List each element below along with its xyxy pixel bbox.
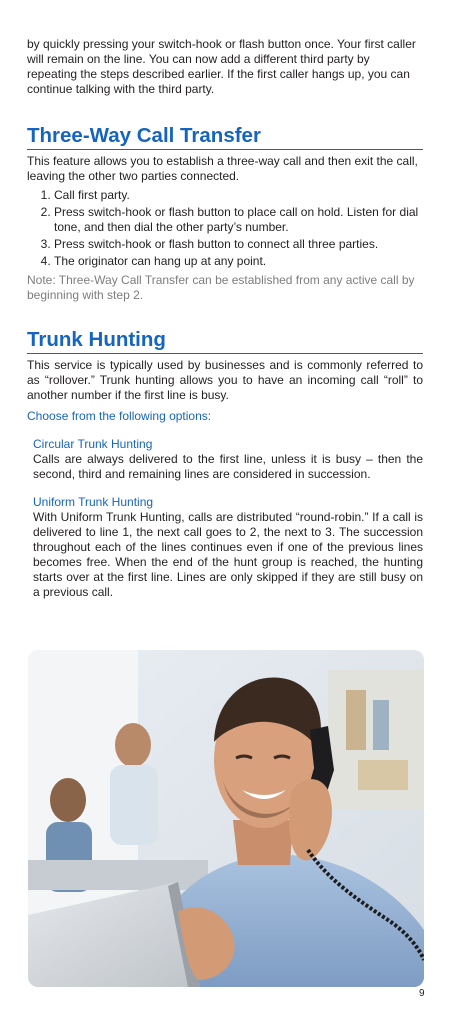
three-way-steps: [27, 188, 423, 269]
step-item: 1. Call first party.: [54, 188, 423, 203]
option-title: Circular Trunk Hunting: [33, 437, 153, 451]
three-way-note: Note: Three-Way Call Transfer can be established from any active call by beginning with step 2.: [27, 273, 415, 302]
man-on-phone-photo: [28, 650, 424, 987]
step-item: 2. Press switch-hook or flash button to place call on hold. Listen for dial tone, and then dial the other party’s number.: [54, 205, 423, 235]
three-way-description: This feature allows you to establish a three-way call and then exit the call, leaving the other two parties connected.: [27, 154, 418, 183]
option-title: Uniform Trunk Hunting: [33, 495, 154, 509]
option-circular: [27, 437, 423, 482]
step-item: 4. The originator can hang up at any point.: [54, 254, 423, 269]
section-title-three-way: Three-Way Call Transfer: [27, 124, 423, 150]
section-title-trunk-hunting: Trunk Hunting: [27, 328, 423, 354]
option-text: Calls are always delivered to the first line, unless it is busy – then the second, third and remaining lines are considered in succession.: [33, 452, 423, 481]
page-content: [27, 37, 423, 600]
page-number: 9: [419, 988, 425, 999]
step-item: 3. Press switch-hook or flash button to connect all three parties.: [54, 237, 423, 252]
option-uniform: [27, 495, 423, 600]
option-text: With Uniform Trunk Hunting, calls are distributed “round-robin.” If a call is delivered to line 1, the next call goes to 2, the next to 3. The succession throughout each of the lines continues even if one of the previous lines becomes free. When the end of the hunt group is reached, the hunting starts over at the first line. Lines are only skipped if they are still busy on a previous call.: [33, 510, 423, 599]
intro-paragraph: by quickly pressing your switch-hook or flash button once. Your first caller will remain on the line. You can now add a different third party by repeating the steps described earlier. If the first caller hangs up, you can continue talking with the third party.: [27, 37, 416, 96]
trunk-description: This service is typically used by businesses and is commonly referred to as “rollover.” Trunk hunting allows you to have an incoming call “roll” to another number if the first line is busy.: [27, 358, 423, 402]
options-heading: Choose from the following options:: [27, 409, 212, 423]
